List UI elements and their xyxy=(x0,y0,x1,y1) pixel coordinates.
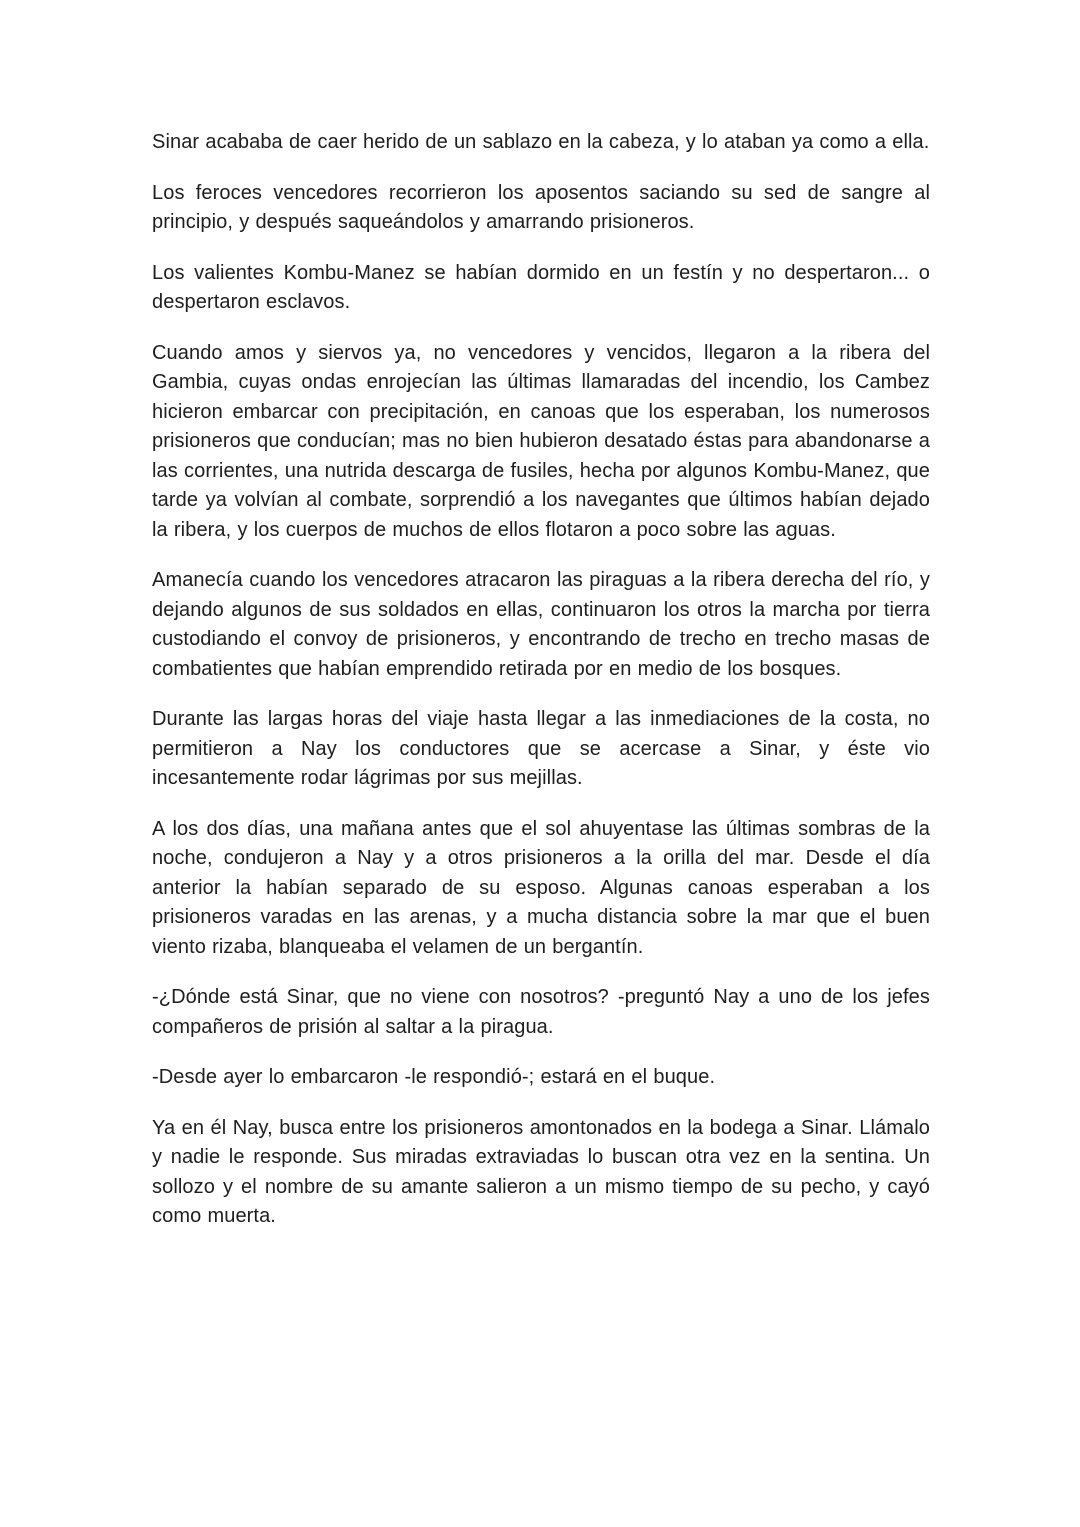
paragraph-dialogue: -¿Dónde está Sinar, que no viene con nosotros? -preguntó Nay a uno de los jefes compañeros de prisión al saltar a la piragua. xyxy=(152,986,930,1038)
paragraph: Ya en él Nay, busca entre los prisioneros amontonados en la bodega a Sinar. Llámalo y nadie le responde. Sus miradas extraviadas lo buscan otra vez en la sentina. Un sollozo y el nombre de su amante salieron a un mismo tiempo de su pecho, y cayó como muerta. xyxy=(152,1116,930,1227)
text-column xyxy=(152,128,930,1232)
paragraph: Durante las largas horas del viaje hasta llegar a las inmediaciones de la costa, no permitieron a Nay los conductores que se acercase a Sinar, y éste vio incesantemente rodar lágrimas por sus mejillas. xyxy=(152,708,930,789)
paragraph-dialogue: -Desde ayer lo embarcaron -le respondió-; estará en el buque. xyxy=(152,1066,716,1088)
paragraph: Amanecía cuando los vencedores atracaron las piraguas a la ribera derecha del río, y dejando algunos de sus soldados en ellas, continuaron los otros la marcha por tierra custodiando el convoy de prisioneros, y encontrando de trecho en trecho masas de combatientes que habían emprendido retirada por en medio de los bosques. xyxy=(152,569,930,680)
paragraph: Cuando amos y siervos ya, no vencedores y vencidos, llegaron a la ribera del Gambia, cuyas ondas enrojecían las últimas llamaradas del incendio, los Cambez hicieron embarcar con precipitación, en canoas que los esperaban, los numerosos prisioneros que conducían; mas no bien hubieron desatado éstas para abandonarse a las corrientes, una nutrida descarga de fusiles, hecha por algunos Kombu-Manez, que tarde ya volvían al combate, sorprendió a los navegantes que últimos habían dejado la ribera, y los cuerpos de muchos de ellos flotaron a poco sobre las aguas. xyxy=(152,341,930,541)
paragraph: Los valientes Kombu-Manez se habían dormido en un festín y no despertaron... o despertaron esclavos. xyxy=(152,261,930,313)
paragraph: A los dos días, una mañana antes que el sol ahuyentase las últimas sombras de la noche, condujeron a Nay y a otros prisioneros a la orilla del mar. Desde el día anterior la habían separado de su esposo. Algunas canoas esperaban a los prisioneros varadas en las arenas, y a mucha distancia sobre la mar que el buen viento rizaba, blanqueaba el velamen de un bergantín. xyxy=(152,817,930,958)
paragraph: Sinar acababa de caer herido de un sablazo en la cabeza, y lo ataban ya como a ella. xyxy=(152,131,930,153)
paragraph: Los feroces vencedores recorrieron los aposentos saciando su sed de sangre al principio, y después saqueándolos y amarrando prisioneros. xyxy=(152,181,930,233)
